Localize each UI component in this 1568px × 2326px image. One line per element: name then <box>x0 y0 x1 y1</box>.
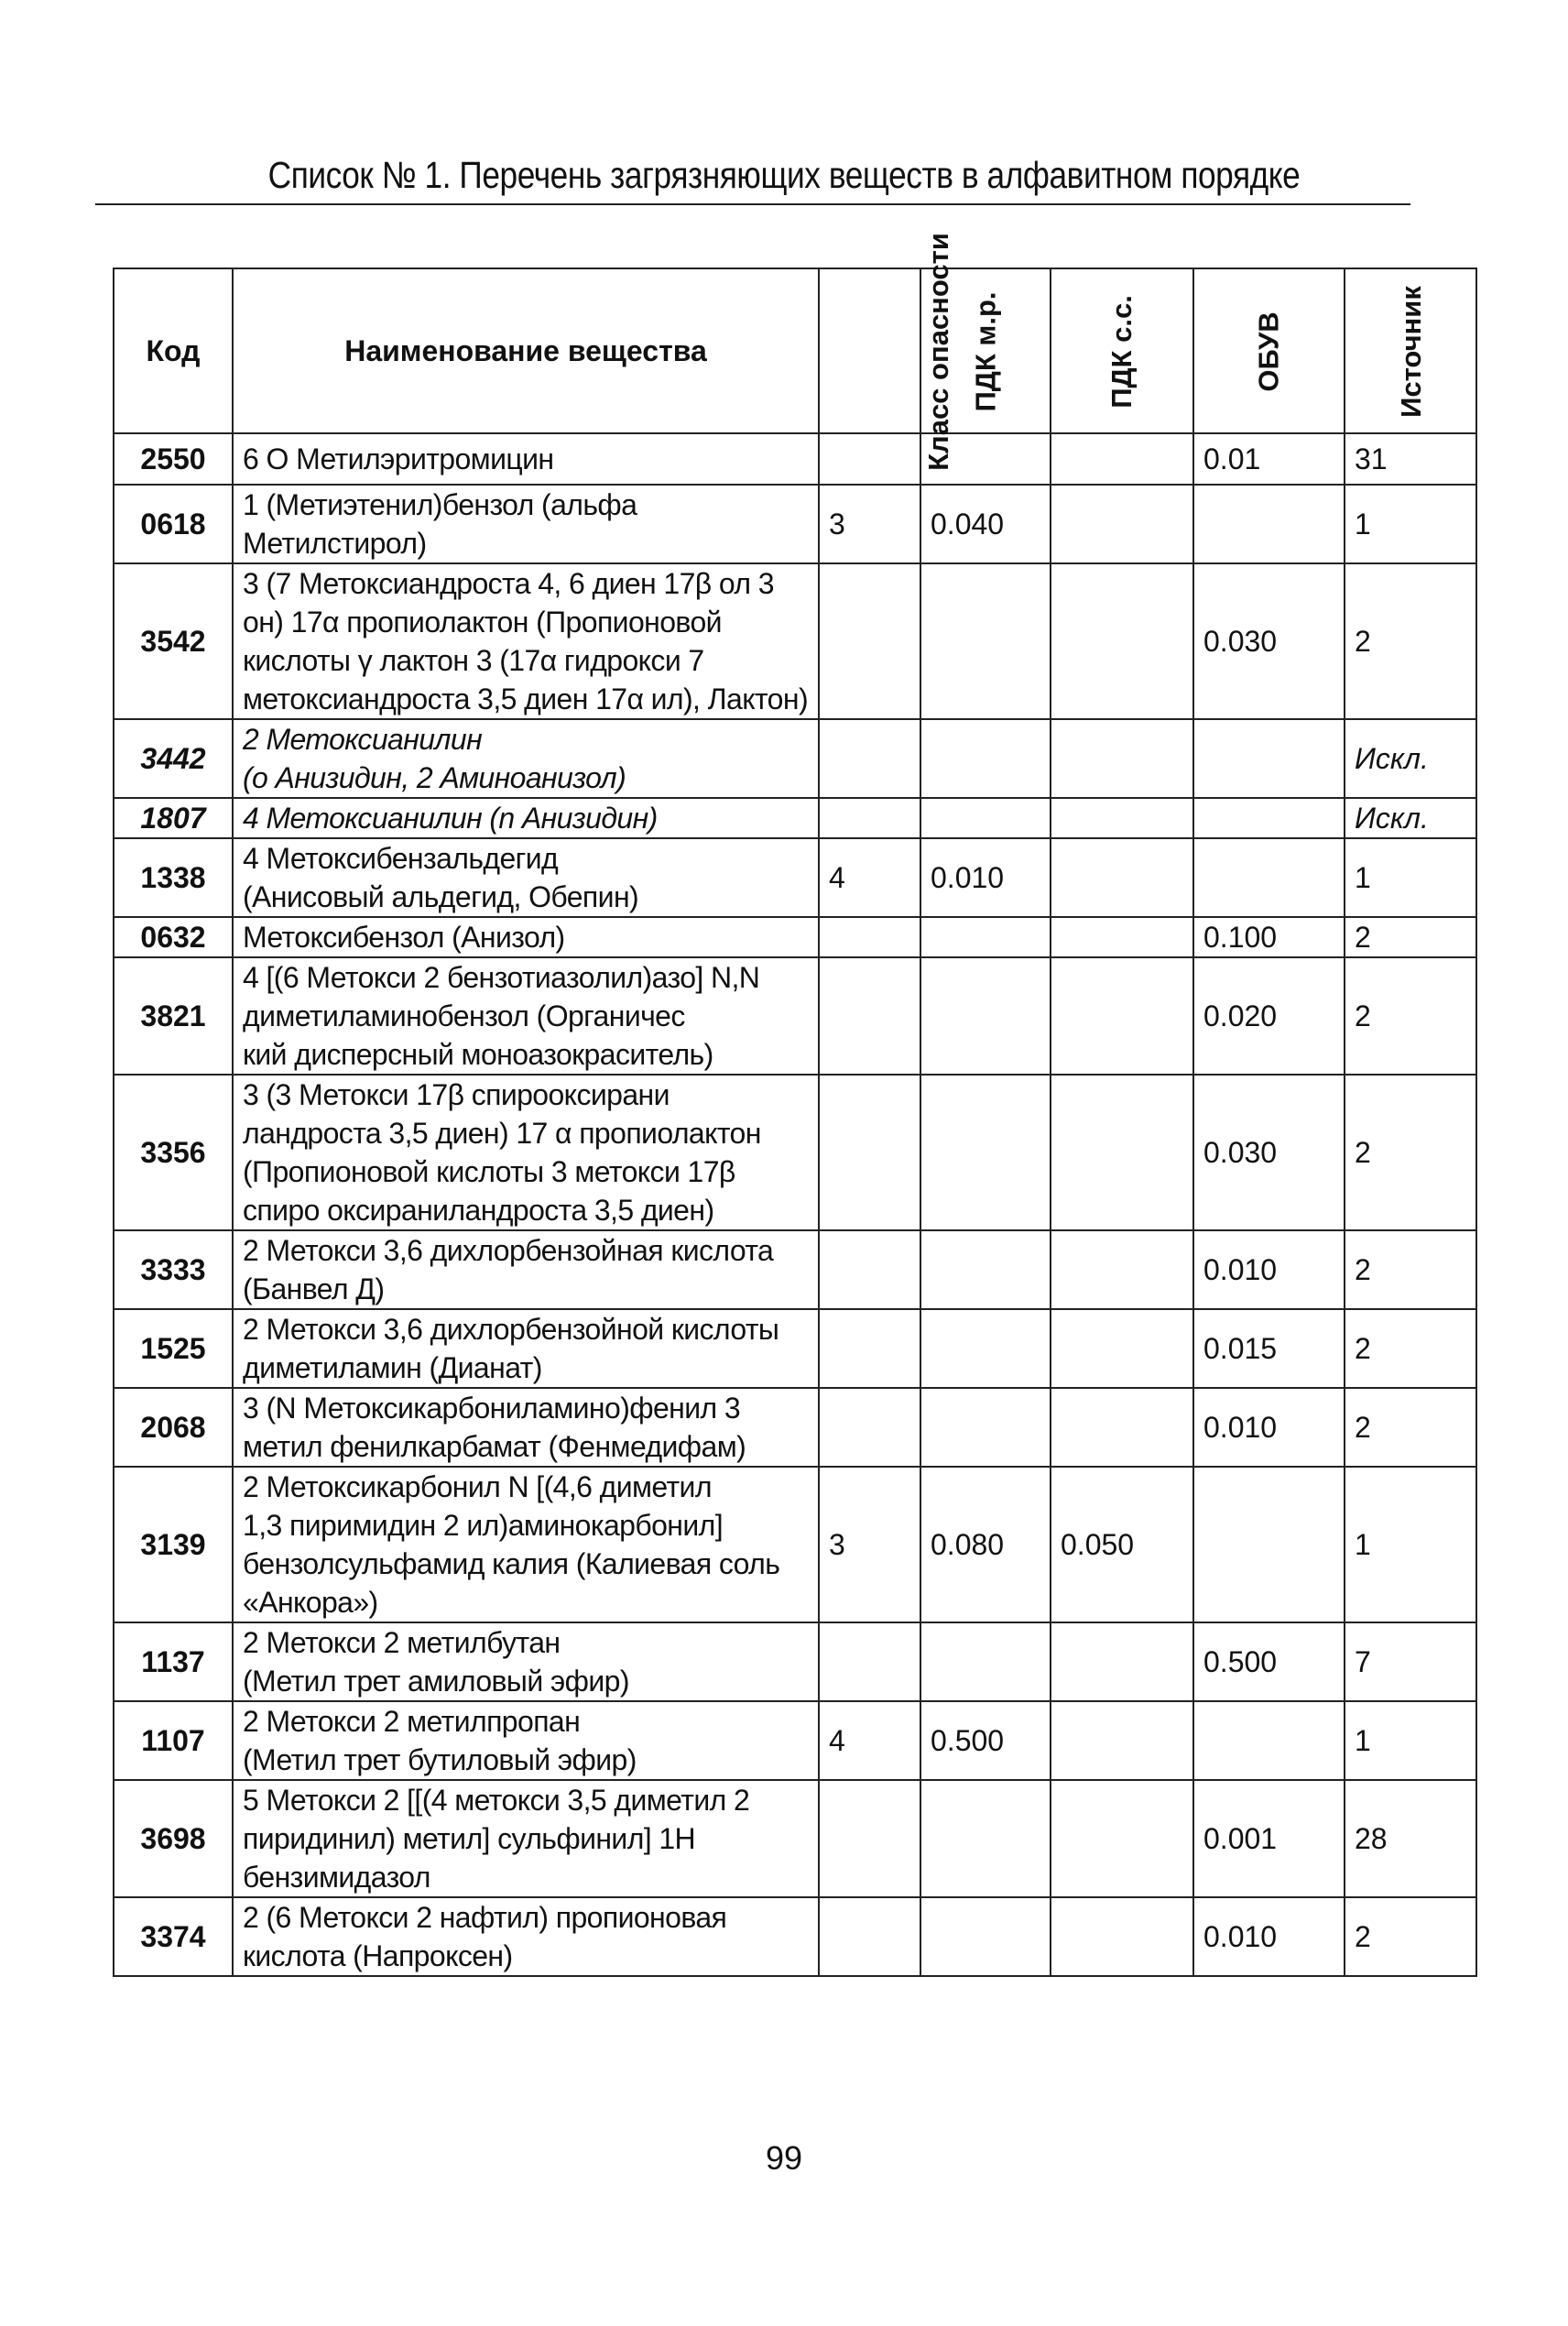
cell-code: 3374 <box>114 1897 233 1976</box>
cell-name-line: 4 [(6 Метокси 2 бензотиазолил)азо] N,N <box>243 961 760 994</box>
header-obuv-label: ОБУВ <box>1252 311 1285 392</box>
cell-hazard-class <box>819 1897 920 1976</box>
cell-hazard-class <box>819 1309 920 1388</box>
cell-source: 7 <box>1345 1622 1476 1701</box>
cell-code: 3356 <box>114 1075 233 1230</box>
cell-obuv <box>1193 719 1345 798</box>
header-pdk-mr-label: ПДК м.р. <box>969 291 1001 412</box>
cell-hazard-class: 4 <box>819 838 920 917</box>
cell-code: 0618 <box>114 485 233 563</box>
cell-pdk-mr: 0.010 <box>920 838 1051 917</box>
cell-source: 2 <box>1345 957 1476 1075</box>
cell-pdk-ss <box>1051 1075 1193 1230</box>
table-row <box>114 719 1476 798</box>
header-code: Код <box>114 268 233 433</box>
cell-name <box>233 1622 819 1701</box>
header-name: Наименование вещества <box>233 268 819 433</box>
table-row <box>114 1075 1476 1230</box>
cell-pdk-ss: 0.050 <box>1051 1467 1193 1622</box>
cell-name-line: 2 (6 Метокси 2 нафтил) пропионовая <box>243 1901 727 1934</box>
cell-obuv <box>1193 485 1345 563</box>
cell-name <box>233 838 819 917</box>
table-row <box>114 1309 1476 1388</box>
cell-name-line: «Анкора») <box>243 1586 378 1619</box>
cell-code: 1338 <box>114 838 233 917</box>
cell-code: 1807 <box>114 798 233 838</box>
table-row <box>114 1388 1476 1467</box>
page-title: Список № 1. Перечень загрязняющих веществ в алфавитном порядке <box>267 154 1301 196</box>
table-row <box>114 1897 1476 1976</box>
cell-name-line: пиридинил) метил] сульфинил] 1Н <box>243 1822 696 1855</box>
cell-source: 1 <box>1345 838 1476 917</box>
table-header-row <box>114 268 1476 433</box>
cell-obuv: 0.010 <box>1193 1388 1345 1467</box>
cell-obuv: 0.020 <box>1193 957 1345 1075</box>
table-row <box>114 485 1476 563</box>
cell-pdk-mr <box>920 1388 1051 1467</box>
cell-source: Искл. <box>1345 798 1476 838</box>
cell-name <box>233 1388 819 1467</box>
cell-source: Искл. <box>1345 719 1476 798</box>
cell-source: 2 <box>1345 917 1476 957</box>
cell-hazard-class <box>819 433 920 485</box>
cell-name-line: он) 17α пропиолактон (Пропионовой <box>243 606 722 639</box>
cell-name <box>233 433 819 485</box>
cell-pdk-mr <box>920 1309 1051 1388</box>
cell-hazard-class <box>819 798 920 838</box>
cell-name-line: (Пропионовой кислоты 3 метокси 17β <box>243 1155 735 1188</box>
cell-code: 3442 <box>114 719 233 798</box>
cell-name-line: спиро оксираниландроста 3,5 диен) <box>243 1194 714 1227</box>
cell-pdk-ss <box>1051 798 1193 838</box>
cell-name-line: 2 Метокси 3,6 дихлорбензойная кислота <box>243 1234 774 1267</box>
cell-code: 1525 <box>114 1309 233 1388</box>
cell-name-line: метоксиандроста 3,5 диен 17α ил), Лактон) <box>243 683 809 715</box>
cell-pdk-ss <box>1051 1309 1193 1388</box>
cell-source: 1 <box>1345 1467 1476 1622</box>
cell-pdk-mr <box>920 917 1051 957</box>
cell-name-line: 6 О Метилэритромицин <box>243 442 554 475</box>
cell-source: 2 <box>1345 1388 1476 1467</box>
cell-code: 3698 <box>114 1780 233 1897</box>
cell-obuv: 0.100 <box>1193 917 1345 957</box>
cell-pdk-mr: 0.080 <box>920 1467 1051 1622</box>
table-row <box>114 1622 1476 1701</box>
substances-table <box>113 233 1477 1977</box>
cell-hazard-class: 3 <box>819 485 920 563</box>
title-divider <box>95 203 1410 205</box>
cell-hazard-class <box>819 1780 920 1897</box>
cell-name <box>233 1075 819 1230</box>
cell-source: 2 <box>1345 1075 1476 1230</box>
cell-pdk-mr <box>920 1075 1051 1230</box>
table-row <box>114 798 1476 838</box>
table-body <box>114 433 1476 1976</box>
cell-obuv <box>1193 798 1345 838</box>
cell-code: 0632 <box>114 917 233 957</box>
table-row <box>114 433 1476 485</box>
cell-obuv <box>1193 1701 1345 1780</box>
cell-name <box>233 1780 819 1897</box>
cell-code: 3821 <box>114 957 233 1075</box>
cell-code: 3139 <box>114 1467 233 1622</box>
cell-pdk-mr <box>920 798 1051 838</box>
cell-name <box>233 917 819 957</box>
cell-pdk-mr <box>920 563 1051 719</box>
cell-name-line: кислоты γ лактон 3 (17α гидрокси 7 <box>243 644 704 677</box>
cell-pdk-ss <box>1051 917 1193 957</box>
cell-hazard-class <box>819 1230 920 1309</box>
cell-name-line: 3 (7 Метоксиандроста 4, 6 диен 17β ол 3 <box>243 567 774 600</box>
cell-name-line: (Банвел Д) <box>243 1272 385 1305</box>
cell-code: 3333 <box>114 1230 233 1309</box>
cell-name <box>233 1701 819 1780</box>
cell-name-line: 1 (Метиэтенил)бензол (альфа <box>243 488 637 521</box>
page-number: 99 <box>765 2139 803 2177</box>
cell-hazard-class <box>819 719 920 798</box>
cell-name-line: 5 Метокси 2 [[(4 метокси 3,5 диметил 2 <box>243 1784 750 1817</box>
header-hazard-class <box>819 233 954 471</box>
cell-name-line: бензолсульфамид калия (Калиевая соль <box>243 1547 780 1580</box>
cell-name-line: 2 Метоксикарбонил N [(4,6 диметил <box>243 1470 712 1503</box>
cell-name <box>233 1897 819 1976</box>
table-row <box>114 917 1476 957</box>
cell-source: 2 <box>1345 1230 1476 1309</box>
cell-name <box>233 563 819 719</box>
cell-pdk-ss <box>1051 1388 1193 1467</box>
cell-name <box>233 1467 819 1622</box>
cell-code: 1137 <box>114 1622 233 1701</box>
cell-name <box>233 1309 819 1388</box>
cell-obuv: 0.001 <box>1193 1780 1345 1897</box>
cell-name <box>233 957 819 1075</box>
cell-pdk-mr <box>920 719 1051 798</box>
cell-obuv: 0.030 <box>1193 1075 1345 1230</box>
cell-name-line: кислота (Напроксен) <box>243 1939 513 1972</box>
header-pdk-ss <box>1051 268 1193 433</box>
cell-pdk-mr <box>920 1622 1051 1701</box>
cell-name-line: 4 Метоксибензальдегид <box>243 842 559 875</box>
cell-name-line: (Анисовый альдегид, Обепин) <box>243 880 639 913</box>
cell-source: 2 <box>1345 1897 1476 1976</box>
cell-source: 28 <box>1345 1780 1476 1897</box>
cell-name-line: метил фенилкарбамат (Фенмедифам) <box>243 1430 746 1463</box>
cell-name-line: 2 Метокси 2 метилпропан <box>243 1705 581 1738</box>
cell-pdk-mr: 0.500 <box>920 1701 1051 1780</box>
cell-name-line: (Метил трет амиловый эфир) <box>243 1665 629 1698</box>
cell-name-line: (о Анизидин, 2 Аминоанизол) <box>243 761 626 794</box>
cell-pdk-ss <box>1051 719 1193 798</box>
cell-hazard-class <box>819 1075 920 1230</box>
cell-name-line: Метилстирол) <box>243 527 427 560</box>
table-row <box>114 563 1476 719</box>
cell-obuv: 0.500 <box>1193 1622 1345 1701</box>
cell-pdk-ss <box>1051 1897 1193 1976</box>
cell-pdk-mr <box>920 1897 1051 1976</box>
cell-code: 2068 <box>114 1388 233 1467</box>
table-row <box>114 1467 1476 1622</box>
cell-pdk-ss <box>1051 1230 1193 1309</box>
table-row <box>114 1230 1476 1309</box>
cell-obuv <box>1193 838 1345 917</box>
cell-pdk-ss <box>1051 563 1193 719</box>
cell-hazard-class <box>819 957 920 1075</box>
cell-hazard-class <box>819 1388 920 1467</box>
cell-source: 1 <box>1345 485 1476 563</box>
cell-name-line: 3 (3 Метокси 17β спирооксирани <box>243 1078 670 1111</box>
table-row <box>114 838 1476 917</box>
cell-source: 2 <box>1345 563 1476 719</box>
cell-pdk-ss <box>1051 1701 1193 1780</box>
cell-name-line: 4 Метоксианилин (n Анизидин) <box>243 802 658 835</box>
cell-pdk-mr <box>920 1230 1051 1309</box>
cell-obuv: 0.015 <box>1193 1309 1345 1388</box>
cell-obuv: 0.01 <box>1193 433 1345 485</box>
cell-code: 3542 <box>114 563 233 719</box>
cell-name-line: диметиламин (Дианат) <box>243 1351 542 1384</box>
cell-name-line: 3 (N Метоксикарбониламино)фенил 3 <box>243 1392 741 1425</box>
cell-code: 1107 <box>114 1701 233 1780</box>
cell-hazard-class <box>819 563 920 719</box>
cell-pdk-mr: 0.040 <box>920 485 1051 563</box>
cell-obuv: 0.010 <box>1193 1897 1345 1976</box>
cell-name-line: кий дисперсный моноазокраситель) <box>243 1038 713 1071</box>
cell-name <box>233 798 819 838</box>
cell-pdk-ss <box>1051 1622 1193 1701</box>
cell-hazard-class <box>819 917 920 957</box>
cell-code: 2550 <box>114 433 233 485</box>
header-source-label: Источник <box>1394 286 1427 418</box>
cell-name-line: 2 Метоксианилин <box>243 723 483 756</box>
cell-name-line: Метоксибензол (Анизол) <box>243 921 565 954</box>
cell-name-line: ландроста 3,5 диен) 17 α пропиолактон <box>243 1117 761 1150</box>
cell-name <box>233 1230 819 1309</box>
table-row <box>114 1701 1476 1780</box>
cell-name-line: диметиламинобензол (Органичес <box>243 999 685 1032</box>
cell-name-line: 2 Метокси 2 метилбутан <box>243 1626 561 1659</box>
cell-pdk-ss <box>1051 957 1193 1075</box>
header-source <box>1345 268 1476 433</box>
cell-hazard-class: 3 <box>819 1467 920 1622</box>
cell-hazard-class: 4 <box>819 1701 920 1780</box>
cell-pdk-ss <box>1051 485 1193 563</box>
cell-name <box>233 719 819 798</box>
cell-pdk-ss <box>1051 838 1193 917</box>
cell-obuv: 0.030 <box>1193 563 1345 719</box>
cell-name <box>233 485 819 563</box>
header-hazard-class-label: Класс опасности <box>921 233 954 471</box>
cell-source: 1 <box>1345 1701 1476 1780</box>
table-row <box>114 1780 1476 1897</box>
header-obuv <box>1193 268 1345 433</box>
cell-source: 31 <box>1345 433 1476 485</box>
header-pdk-ss-label: ПДК с.с. <box>1105 295 1138 409</box>
cell-pdk-ss <box>1051 433 1193 485</box>
cell-pdk-mr <box>920 1780 1051 1897</box>
table-row <box>114 957 1476 1075</box>
cell-name-line: 1,3 пиримидин 2 ил)аминокарбонил] <box>243 1509 723 1542</box>
cell-source: 2 <box>1345 1309 1476 1388</box>
cell-pdk-ss <box>1051 1780 1193 1897</box>
cell-hazard-class <box>819 1622 920 1701</box>
cell-name-line: бензимидазол <box>243 1861 430 1894</box>
cell-pdk-mr <box>920 957 1051 1075</box>
cell-obuv <box>1193 1467 1345 1622</box>
cell-name-line: (Метил трет бутиловый эфир) <box>243 1743 637 1776</box>
cell-name-line: 2 Метокси 3,6 дихлорбензойной кислоты <box>243 1313 779 1346</box>
cell-obuv: 0.010 <box>1193 1230 1345 1309</box>
